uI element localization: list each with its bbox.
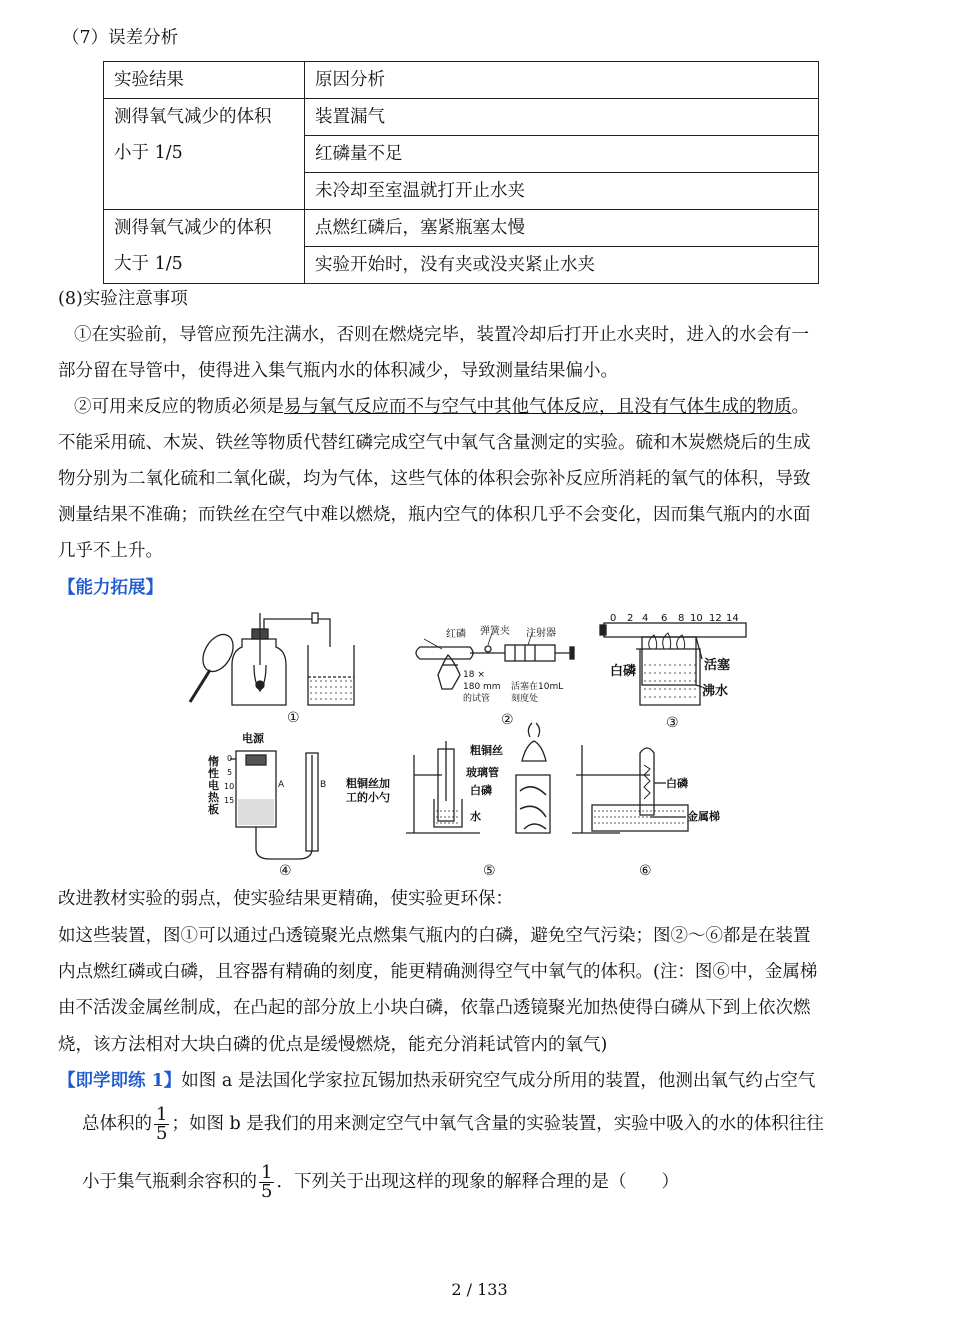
svg-text:B: B	[320, 780, 327, 790]
exercise-line-1: 【即学即练 1】如图 a 是法国化学家拉瓦锡加热汞研究空气成分所用的装置，他测出氧气约占空气	[58, 1071, 816, 1091]
svg-text:0: 0	[610, 613, 617, 624]
reason-cell: 未冷却至室温就打开止水夹	[305, 173, 819, 210]
svg-text:6: 6	[661, 613, 668, 624]
improve-line-3: 内点燃红磷或白磷，且容器有精确的刻度，能更精确测得空气中氧气的体积。(注：图⑥中，金属梯	[58, 962, 818, 982]
svg-text:电源: 电源	[242, 732, 264, 745]
svg-text:粗铜丝: 粗铜丝	[470, 744, 503, 757]
spring-clip-icon	[485, 646, 491, 652]
svg-text:活塞在10mL: 活塞在10mL	[511, 682, 564, 692]
result-less-than: 测得氧气减少的体积 小于 1/5	[104, 99, 305, 210]
reason-cell: 装置漏气	[305, 99, 819, 136]
magnifier-lens-icon	[197, 629, 240, 677]
label-1: ①	[287, 710, 300, 726]
svg-text:性: 性	[208, 767, 219, 780]
svg-text:0: 0	[227, 754, 233, 763]
note-2-line-5: 几乎不上升。	[58, 541, 163, 561]
svg-text:白磷: 白磷	[666, 777, 688, 790]
improve-line-2: 如这些装置，图①可以通过凸透镜聚光点燃集气瓶内的白磷，避免空气污染；图②～⑥都是在装置	[58, 926, 811, 946]
note-1-line-2: 部分留在导管中，使得进入集气瓶内水的体积减少，导致测量结果偏小。	[58, 361, 618, 381]
svg-text:板: 板	[208, 803, 219, 816]
svg-text:水: 水	[470, 810, 481, 823]
svg-text:沸水: 沸水	[702, 684, 729, 699]
note-2-line-4: 测量结果不准确；而铁丝在空气中难以燃烧，瓶内空气的体积几乎不会变化，因而集气瓶内的水面	[58, 505, 811, 525]
svg-text:4: 4	[642, 613, 649, 624]
svg-text:电: 电	[208, 779, 219, 792]
note-2-line-1: ②可用来反应的物质必须是易与氧气反应而不与空气中其他气体反应，且没有气体生成的物质。	[74, 397, 809, 417]
label-4: ④	[279, 863, 292, 879]
fraction-one-fifth: $\frac{1}{5}$	[156, 1104, 168, 1144]
label-2: ②	[501, 712, 514, 728]
svg-text:玻璃管: 玻璃管	[466, 766, 499, 779]
label-3: ③	[666, 715, 679, 731]
alcohol-lamp	[438, 655, 460, 689]
header-result: 实验结果	[104, 62, 305, 99]
label-5: ⑤	[483, 863, 496, 879]
gas-bottle	[232, 639, 286, 705]
svg-text:A: A	[278, 780, 285, 790]
apparatus-2	[416, 633, 574, 689]
improve-line-5: 烧，该方法相对大块白磷的优点是缓慢燃烧，能充分消耗试管内的氧气)	[58, 1035, 608, 1055]
fraction-one-fifth: $\frac{1}{5}$	[261, 1162, 273, 1202]
svg-text:注射器: 注射器	[526, 628, 556, 639]
reason-cell: 红磷量不足	[305, 136, 819, 173]
svg-text:白磷: 白磷	[610, 664, 637, 679]
svg-text:8: 8	[678, 613, 685, 624]
svg-text:18 ×: 18 ×	[463, 670, 485, 680]
improve-line-4: 由不活泼金属丝制成，在凸起的部分放上小块白磷，依靠凸透镜聚光加热使得白磷从下到上依次燃	[58, 998, 811, 1018]
table-row	[104, 99, 819, 136]
magnifier-handle	[190, 670, 210, 702]
improve-line-1: 改进教材实验的弱点，使实验结果更精确，使实验更环保：	[58, 889, 513, 909]
table-row	[104, 210, 819, 247]
exercise-tag: 【即学即练 1】	[58, 1071, 182, 1091]
svg-text:5: 5	[227, 768, 233, 777]
label-6: ⑥	[639, 863, 652, 879]
exercise-line-2: 总体积的 $\frac{1}{5}$ ；如图 b 是我们的用来测定空气中氧气含量的实验装置，实验中吸入的水的体积往往	[82, 1104, 824, 1144]
svg-text:12: 12	[709, 613, 722, 624]
svg-text:红磷: 红磷	[446, 629, 466, 640]
beaker	[308, 645, 354, 705]
svg-text:10: 10	[224, 782, 235, 791]
header-reason: 原因分析	[305, 62, 819, 99]
svg-text:白磷: 白磷	[470, 784, 492, 797]
note-2-line-2: 不能采用硫、木炭、铁丝等物质代替红磷完成空气中氧气含量测定的实验。硫和木炭燃烧后的生成	[58, 433, 811, 453]
section-8-title: (8)实验注意事项	[58, 289, 188, 309]
svg-text:弹簧夹: 弹簧夹	[480, 626, 510, 637]
exercise-line-3: 小于集气瓶剩余容积的 $\frac{1}{5}$ ．下列关于出现这样的现象的解释合理的是（ ）	[82, 1162, 679, 1202]
svg-text:的试管: 的试管	[463, 694, 491, 704]
result-greater-than: 测得氧气减少的体积 大于 1/5	[104, 210, 305, 284]
note-2-line-3: 物分别为二氧化硫和二氧化碳，均为气体，这些气体的体积会弥补反应所消耗的氧气的体积，导致	[58, 469, 811, 489]
reason-cell: 实验开始时，没有夹或没夹紧止水夹	[305, 247, 819, 284]
underlined-key-phrase: 易与氧气反应而不与空气中其他气体反应，且没有气体生成的物质	[284, 397, 792, 417]
apparatus-4	[230, 751, 318, 859]
syringe-body	[505, 645, 555, 661]
svg-text:粗铜丝加: 粗铜丝加	[346, 777, 390, 790]
svg-text:2: 2	[627, 613, 634, 624]
ability-extension-title: 【能力拓展】	[58, 578, 163, 598]
svg-text:15: 15	[224, 796, 235, 805]
page-number: 2 / 133	[451, 1280, 508, 1299]
reason-cell: 点燃红磷后，塞紧瓶塞太慢	[305, 210, 819, 247]
apparatus-1	[190, 613, 354, 705]
scale-tube	[604, 623, 746, 637]
svg-text:14: 14	[726, 613, 739, 624]
test-tube	[416, 647, 473, 659]
svg-text:刻度处: 刻度处	[511, 694, 539, 704]
svg-text:活塞: 活塞	[704, 658, 731, 673]
svg-text:金属梯: 金属梯	[687, 810, 720, 823]
error-analysis-table	[103, 61, 819, 284]
table-header-row	[104, 62, 819, 99]
svg-text:10: 10	[690, 613, 703, 624]
section-7-title: （7）误差分析	[62, 28, 179, 48]
svg-text:热: 热	[208, 791, 219, 804]
svg-text:惰: 惰	[208, 755, 219, 768]
svg-text:180 mm: 180 mm	[463, 682, 501, 692]
svg-text:工的小勺: 工的小勺	[346, 791, 390, 804]
note-1-line-1: ①在实验前，导管应预先注满水，否则在燃烧完毕，装置冷却后打开止水夹时，进入的水会有一	[74, 325, 809, 345]
apparatus-figure	[180, 605, 780, 885]
